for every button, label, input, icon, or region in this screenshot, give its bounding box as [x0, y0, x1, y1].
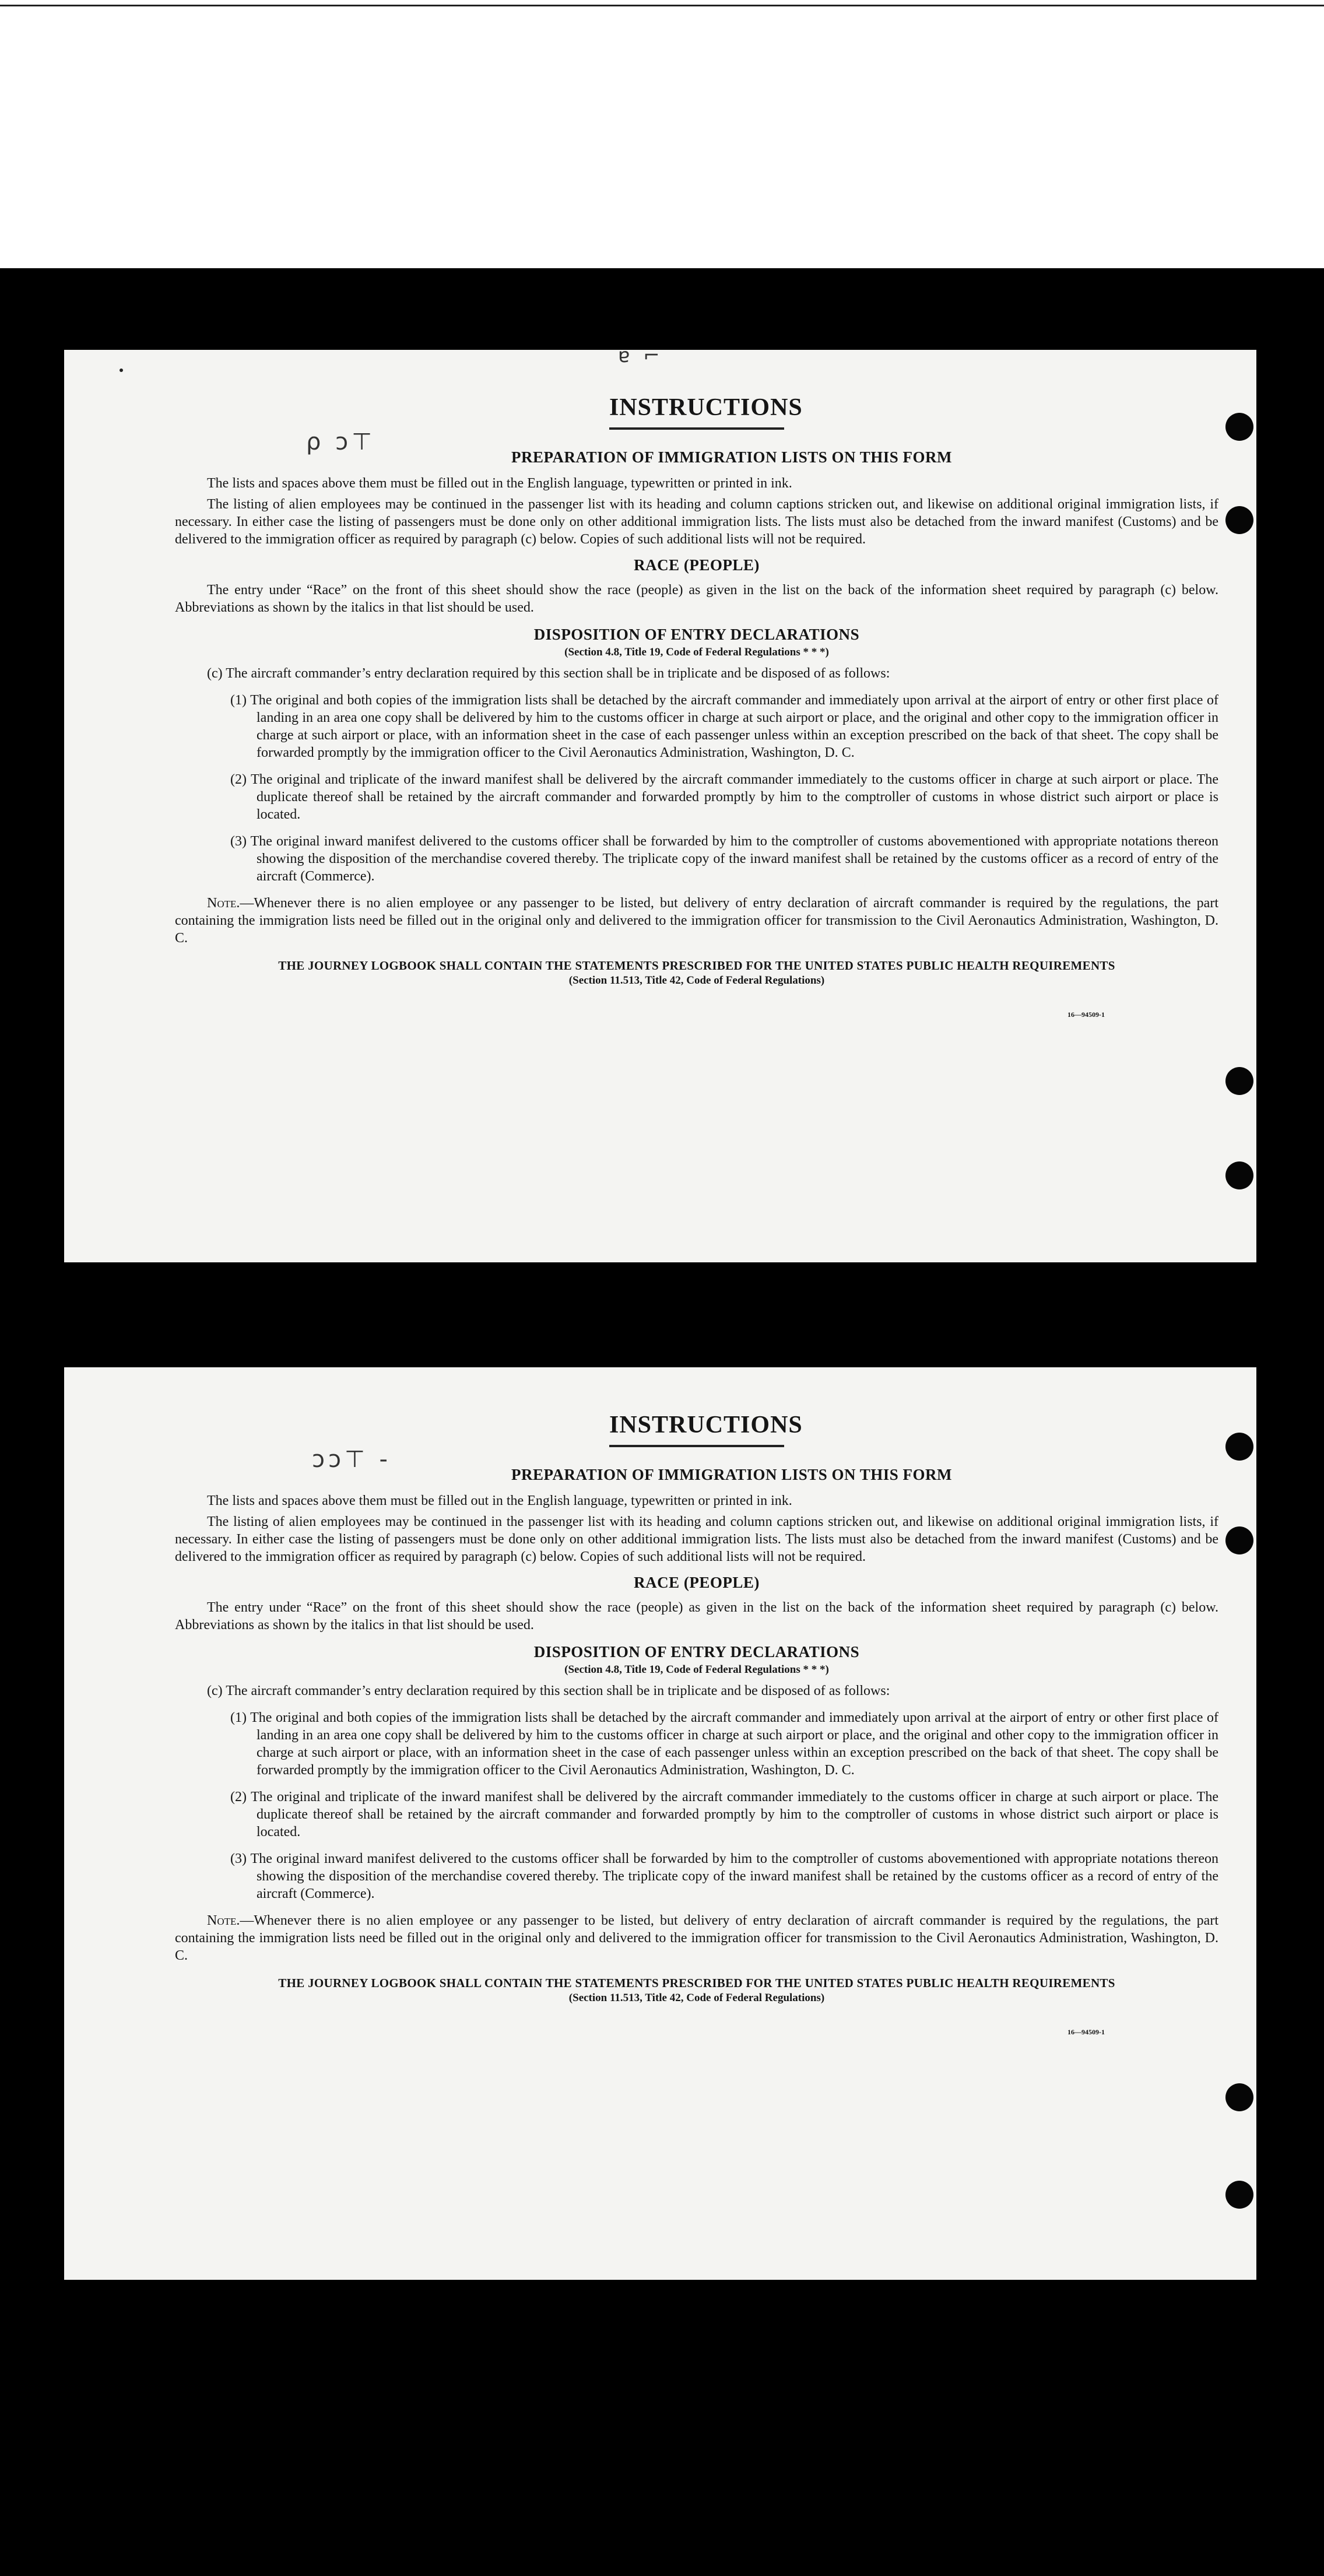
punch-hole — [1225, 1067, 1253, 1095]
section-heading-preparation: PREPARATION OF IMMIGRATION LISTS ON THIS FORM — [511, 1466, 953, 1483]
punch-hole — [1225, 1161, 1253, 1189]
journey-logbook-statement: THE JOURNEY LOGBOOK SHALL CONTAIN THE STATEMENTS PRESCRIBED FOR THE UNITED STATES PUBLIC HEALTH REQUIREMENTS — [278, 1976, 1115, 1990]
punch-hole — [1225, 1433, 1253, 1461]
paragraph-c: (c) The aircraft commander’s entry declaration required by this section shall be in triplicate and be disposed of as follows: — [207, 666, 890, 681]
section-heading-preparation: PREPARATION OF IMMIGRATION LISTS ON THIS FORM — [511, 448, 953, 466]
journey-citation: (Section 11.513, Title 42, Code of Federal Regulations) — [568, 974, 825, 987]
scan-speck — [120, 368, 123, 372]
note-paragraph — [175, 894, 1218, 947]
list-item-2: (2) The original and triplicate of the inward manifest shall be delivered by the aircraft commander immediately to the customs officer in charge at such airport or place. The duplicate thereof shall be retained by the aircraft commander and forwarded promptly by him to the comptroller of customs in whose district such airport or place is located. — [230, 1789, 1218, 1840]
sheet-content — [175, 1411, 1218, 2037]
punch-hole — [1225, 1526, 1253, 1554]
punch-hole — [1225, 2083, 1253, 2111]
section-heading-disposition: DISPOSITION OF ENTRY DECLARATIONS — [533, 626, 860, 643]
note-label: Note. — [207, 896, 240, 911]
paragraph-alien-employees: The listing of alien employees may be continued in the passenger list with its heading and column captions stricken out, and likewise on additional original immigration lists, if necessary. In either case the listing of passengers must be done only on other additional immigration lists. The lists must also be detached from the inward manifest (Customs) and be delivered to the immigration officer as required by paragraph (c) below. Copies of such additional lists will not be required. — [175, 497, 1218, 547]
disposition-citation: (Section 4.8, Title 19, Code of Federal Regulations * * *) — [564, 1663, 829, 1676]
journey-logbook-statement: THE JOURNEY LOGBOOK SHALL CONTAIN THE STATEMENTS PRESCRIBED FOR THE UNITED STATES PUBLIC HEALTH REQUIREMENTS — [278, 959, 1115, 973]
list-item-2: (2) The original and triplicate of the inward manifest shall be delivered by the aircraft commander immediately to the customs officer in charge at such airport or place. The duplicate thereof shall be retained by the aircraft commander and forwarded promptly by him to the comptroller of customs in whose district such airport or place is located. — [230, 772, 1218, 822]
sheet-content — [175, 394, 1218, 1019]
section-heading-disposition: DISPOSITION OF ENTRY DECLARATIONS — [533, 1643, 860, 1661]
list-item-1: (1) The original and both copies of the immigration lists shall be detached by the aircraft commander and immediately upon arrival at the airport of entry or other first place of landing in an area one copy shall be delivered by him to the customs officer in charge at such airport or place, and the original and other copy to the immigration officer in charge at such airport or place, with an information sheet in the case of each passenger unless within an exception prescribed on the back of that sheet. The copy shall be forwarded promptly by the immigration officer to the Civil Aeronautics Administration, Washington, D. C. — [230, 693, 1218, 760]
disposition-citation: (Section 4.8, Title 19, Code of Federal Regulations * * *) — [564, 646, 829, 658]
paragraph-race: The entry under “Race” on the front of this sheet should show the race (people) as given in the list on the back of the information sheet required by paragraph (c) below. Abbreviations as shown by the italics in that list should be used. — [175, 582, 1218, 615]
paragraph-language: The lists and spaces above them must be filled out in the English language, typewritten or printed in ink. — [207, 476, 792, 491]
form-number: 16—94509-1 — [1067, 2028, 1105, 2036]
pencil-mark-annotation: ρ ɔ⊤ — [306, 429, 375, 455]
list-item-3: (3) The original inward manifest delivered to the customs officer shall be forwarded by him to the comptroller of customs abovementioned with appropriate notations thereon showing the disposition of the merchandise covered thereby. The triplicate copy of the inward manifest shall be retained by the customs officer as a record of entry of the aircraft (Commerce). — [230, 1851, 1218, 1901]
paragraph-language: The lists and spaces above them must be filled out in the English language, typewritten or printed in ink. — [207, 1493, 792, 1508]
scan-edge-line — [0, 5, 1324, 6]
punch-hole — [1225, 2181, 1253, 2209]
journey-citation: (Section 11.513, Title 42, Code of Federal Regulations) — [568, 1992, 825, 2004]
list-item-1: (1) The original and both copies of the immigration lists shall be detached by the aircraft commander and immediately upon arrival at the airport of entry or other first place of landing in an area one copy shall be delivered by him to the customs officer in charge at such airport or place, and the original and other copy to the immigration officer in charge at such airport or place, with an information sheet in the case of each passenger unless within an exception prescribed on the back of that sheet. The copy shall be forwarded promptly by the immigration officer to the Civil Aeronautics Administration, Washington, D. C. — [230, 1710, 1218, 1778]
punch-hole — [1225, 413, 1253, 441]
note-label: Note. — [207, 1913, 240, 1928]
section-heading-race: RACE (PEOPLE) — [634, 556, 760, 574]
page-title: INSTRUCTIONS — [609, 1411, 784, 1447]
note-paragraph — [175, 1912, 1218, 1964]
punch-hole — [1225, 506, 1253, 534]
paragraph-race: The entry under “Race” on the front of this sheet should show the race (people) as given in the list on the back of the information sheet required by paragraph (c) below. Abbreviations as shown by the italics in that list should be used. — [175, 1600, 1218, 1633]
note-text: —Whenever there is no alien employee or any passenger to be listed, but delivery of entry declaration of aircraft commander is required by the regulations, the part containing the immigration lists need be filled out in the original only and delivered to the immigration officer for transmission to the Civil Aeronautics Administration, Washington, D. C. — [175, 896, 1218, 946]
section-heading-race: RACE (PEOPLE) — [634, 1574, 760, 1591]
paragraph-c: (c) The aircraft commander’s entry declaration required by this section shall be in triplicate and be disposed of as follows: — [207, 1683, 890, 1698]
pencil-mark-annotation: ɔɔ⊤ - — [312, 1446, 391, 1473]
instruction-sheet-2 — [64, 1367, 1256, 2280]
note-text: —Whenever there is no alien employee or any passenger to be listed, but delivery of entry declaration of aircraft commander is required by the regulations, the part containing the immigration lists need be filled out in the original only and delivered to the immigration officer for transmission to the Civil Aeronautics Administration, Washington, D. C. — [175, 1913, 1218, 1963]
paragraph-alien-employees: The listing of alien employees may be continued in the passenger list with its heading and column captions stricken out, and likewise on additional original immigration lists, if necessary. In either case the listing of passengers must be done only on other additional immigration lists. The lists must also be detached from the inward manifest (Customs) and be delivered to the immigration officer as required by paragraph (c) below. Copies of such additional lists will not be required. — [175, 1514, 1218, 1564]
list-item-3: (3) The original inward manifest delivered to the customs officer shall be forwarded by him to the comptroller of customs abovementioned with appropriate notations thereon showing the disposition of the merchandise covered thereby. The triplicate copy of the inward manifest shall be retained by the customs officer as a record of entry of the aircraft (Commerce). — [230, 834, 1218, 884]
instruction-sheet-1 — [64, 344, 1256, 1262]
page-title: INSTRUCTIONS — [609, 394, 784, 430]
scan-top-margin — [0, 0, 1324, 268]
pencil-mark-top: ɐ ⌐ — [618, 344, 663, 367]
form-number: 16—94509-1 — [1067, 1010, 1105, 1019]
